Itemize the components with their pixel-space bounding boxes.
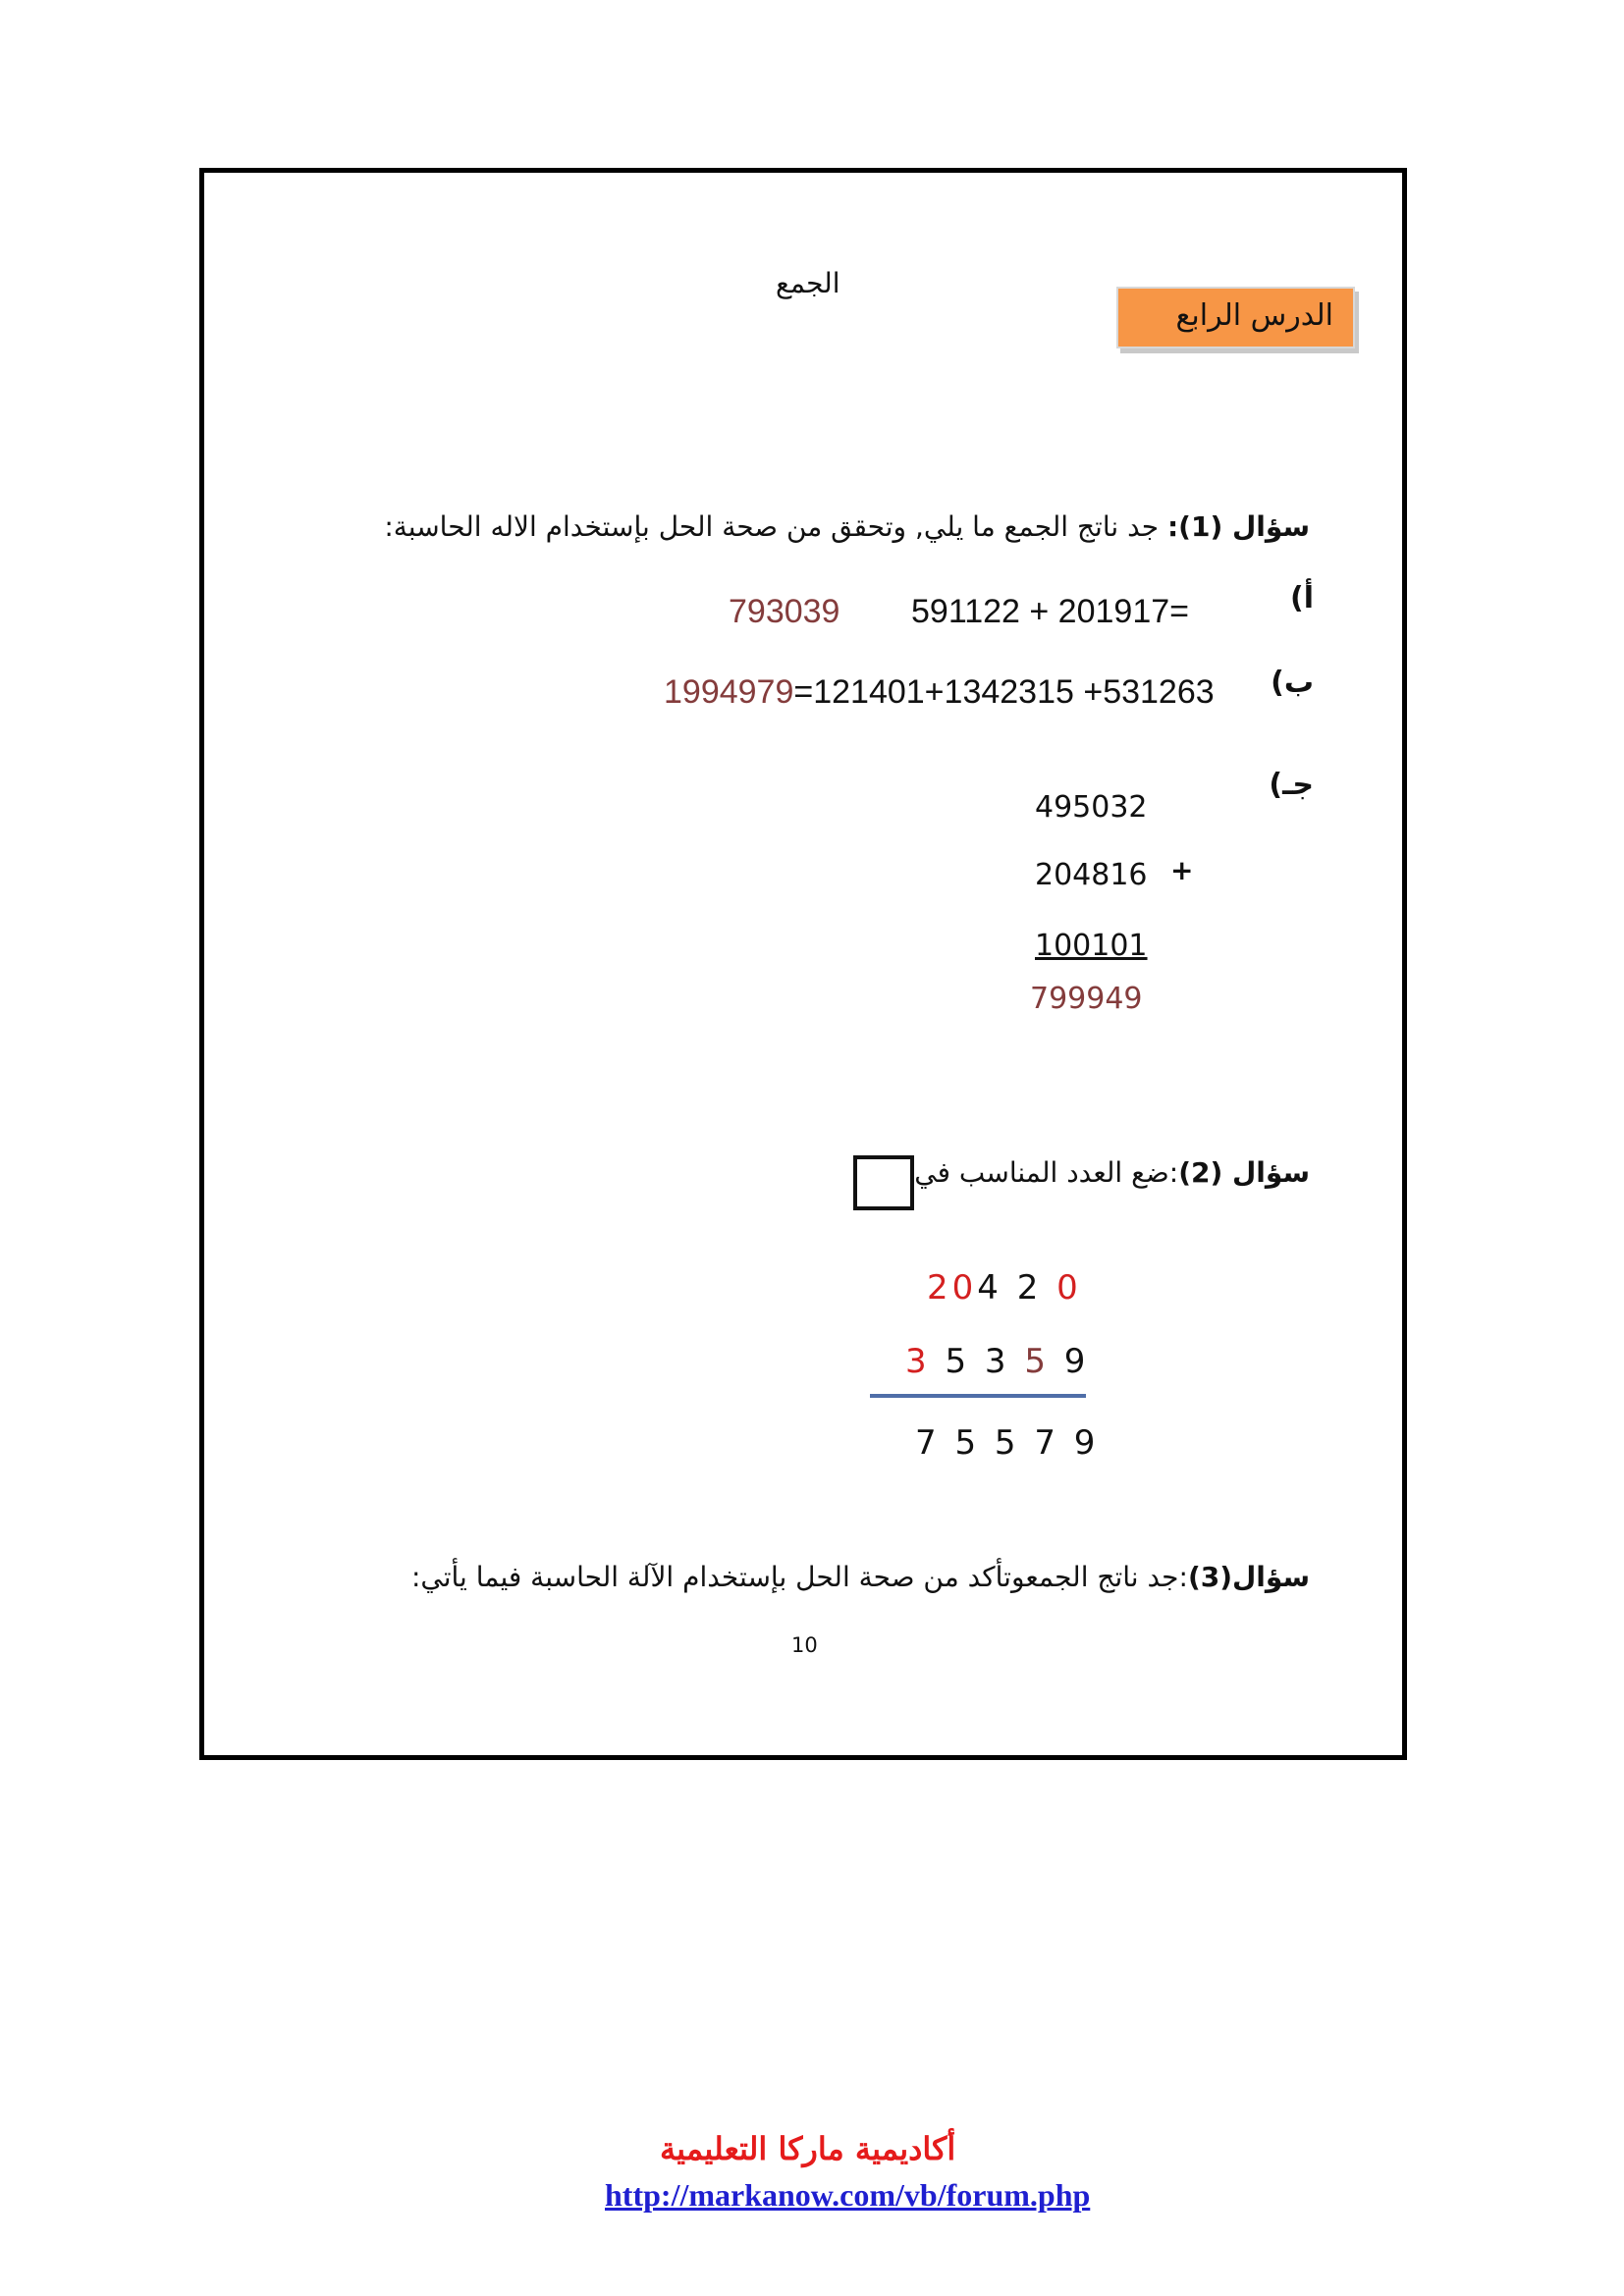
question3-label: سؤال(3) (1187, 1561, 1310, 1593)
question2-text: :ضع العدد المناسب في (914, 1156, 1179, 1189)
question3-text: :جد ناتج الجمعوتأكد من صحة الحل بإستخدام الآلة الحاسبة فيما يأتي: (410, 1561, 1188, 1593)
item-b-expression: =121401+1342315 +531263 (793, 673, 1215, 711)
question2-line (914, 1156, 1310, 1189)
item-b-answer: 1994979 (664, 673, 794, 711)
item-a-letter: أ) (1290, 581, 1314, 615)
footer-title: أكاديمية ماركا التعليمية (660, 2130, 956, 2167)
sum-rule (870, 1394, 1086, 1398)
row1-fill-2: 0 (1056, 1268, 1082, 1308)
topic-title: الجمع (776, 267, 840, 299)
answer-box (853, 1155, 914, 1210)
question2-label: سؤال (2) (1178, 1156, 1310, 1189)
item-b-letter: ب) (1271, 666, 1314, 700)
question3-line (411, 1561, 1310, 1593)
item-c-addend-3: 100101 (1035, 929, 1148, 963)
page-frame (199, 168, 1407, 1760)
row2-fill-2: 5 (1024, 1342, 1050, 1381)
row2-digits-a: 5 3 (930, 1342, 1025, 1381)
digits-result: 7 5 5 7 9 (915, 1423, 1100, 1463)
digits-row-1 (927, 1268, 1082, 1308)
question1-line (384, 510, 1310, 543)
row2-fill-1: 3 (905, 1342, 931, 1381)
item-a-expression: 591122 + 201917= (911, 593, 1189, 630)
item-a-answer: 793039 (729, 593, 840, 630)
item-b-line (664, 673, 1215, 712)
row1-digits: 4 2 (977, 1268, 1057, 1308)
item-c-answer: 799949 (1030, 982, 1143, 1016)
footer-link[interactable]: http://markanow.com/vb/forum.php (605, 2177, 1091, 2213)
lesson-label-box (1116, 287, 1355, 348)
row2-digits-b: 9 (1049, 1342, 1090, 1381)
lesson-label: الدرس الرابع (1175, 298, 1333, 333)
plus-sign: + (1170, 854, 1194, 886)
question1-label: سؤال (1): (1166, 510, 1310, 543)
page-number: 10 (791, 1633, 818, 1657)
row1-fill-1: 20 (927, 1268, 978, 1308)
item-c-addend-1: 495032 (1035, 790, 1148, 825)
item-c-addend-2: 204816 (1035, 858, 1148, 892)
question1-text: جد ناتج الجمع ما يلي, وتحقق من صحة الحل بإستخدام الاله الحاسبة: (384, 510, 1160, 543)
digits-row-2 (905, 1342, 1089, 1381)
item-c-letter: جـ) (1269, 768, 1314, 802)
